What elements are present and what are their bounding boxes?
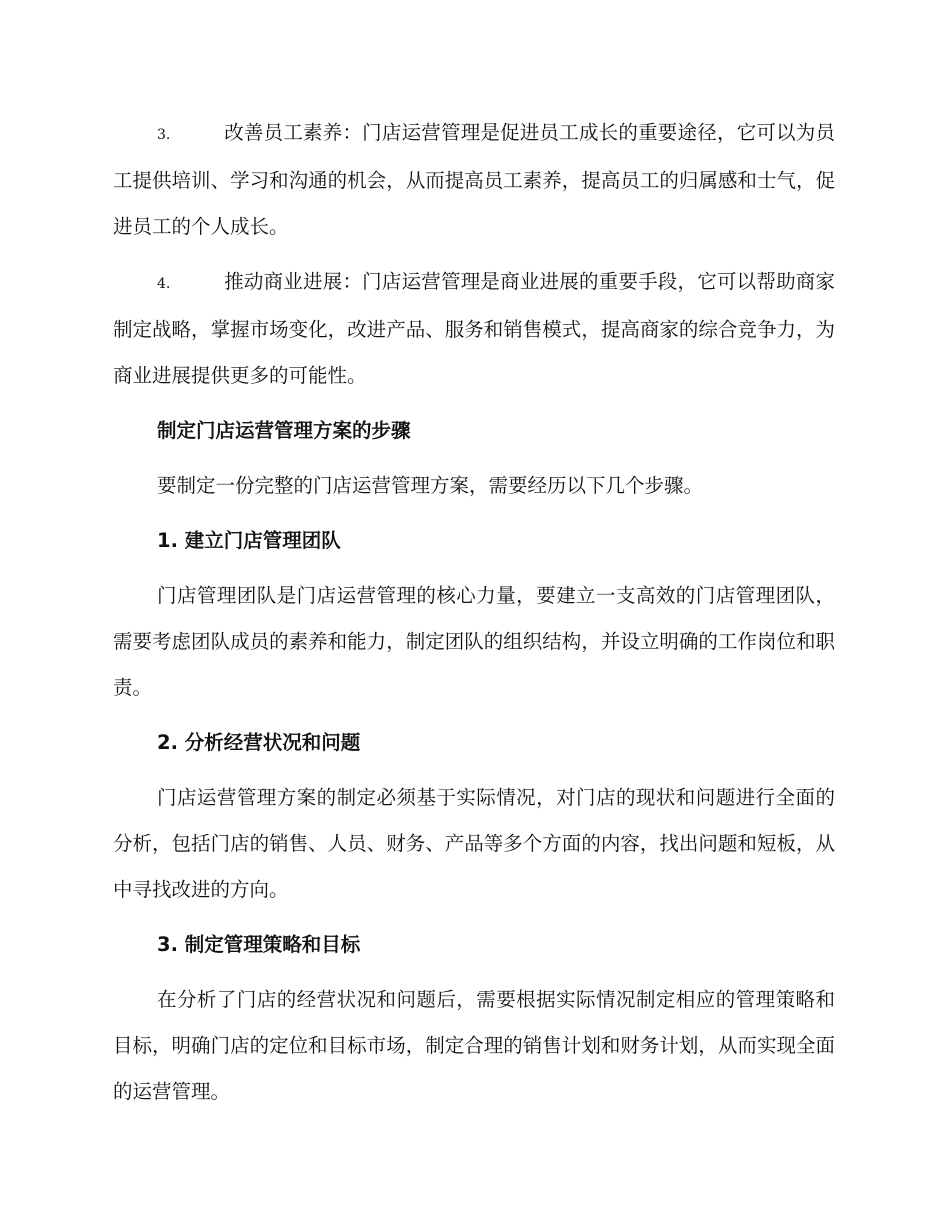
step-heading: 1. 建立门店管理团队: [157, 529, 341, 552]
step-heading: 2. 分析经营状况和问题: [157, 731, 361, 754]
document-page: [113, 110, 835, 1124]
item-number: 4.: [157, 276, 171, 292]
item-number: 3.: [157, 127, 171, 143]
step-heading: 3. 制定管理策略和目标: [157, 933, 361, 956]
numbered-item: [113, 110, 835, 250]
step-paragraph: 门店管理团队是门店运营管理的核心力量，要建立一支高效的门店管理团队，需要考虑团队成员的素养和能力，制定团队的组织结构，并设立明确的工作岗位和职责。: [113, 584, 835, 699]
item-text: 推动商业进展：门店运营管理是商业进展的重要手段，它可以帮助商家制定战略，掌握市场变化，改进产品、服务和销售模式，提高商家的综合竞争力，为商业进展提供更多的可能性。: [113, 270, 835, 387]
step-paragraph: 门店运营管理方案的制定必须基于实际情况，对门店的现状和问题进行全面的分析，包括门店的销售、人员、财务、产品等多个方面的内容，找出问题和短板，从中寻找改进的方向。: [113, 786, 835, 901]
section-heading: 制定门店运营管理方案的步骤: [157, 419, 411, 442]
numbered-item: [113, 259, 835, 399]
item-text: 改善员工素养：门店运营管理是促进员工成长的重要途径，它可以为员工提供培训、学习和沟通的机会，从而提高员工素养，提高员工的归属感和士气，促进员工的个人成长。: [113, 121, 835, 238]
section-intro: 要制定一份完整的门店运营管理方案，需要经历以下几个步骤。: [157, 474, 704, 497]
step-paragraph: 在分析了门店的经营状况和问题后，需要根据实际情况制定相应的管理策略和目标，明确门店的定位和目标市场，制定合理的销售计划和财务计划，从而实现全面的运营管理。: [113, 988, 835, 1103]
